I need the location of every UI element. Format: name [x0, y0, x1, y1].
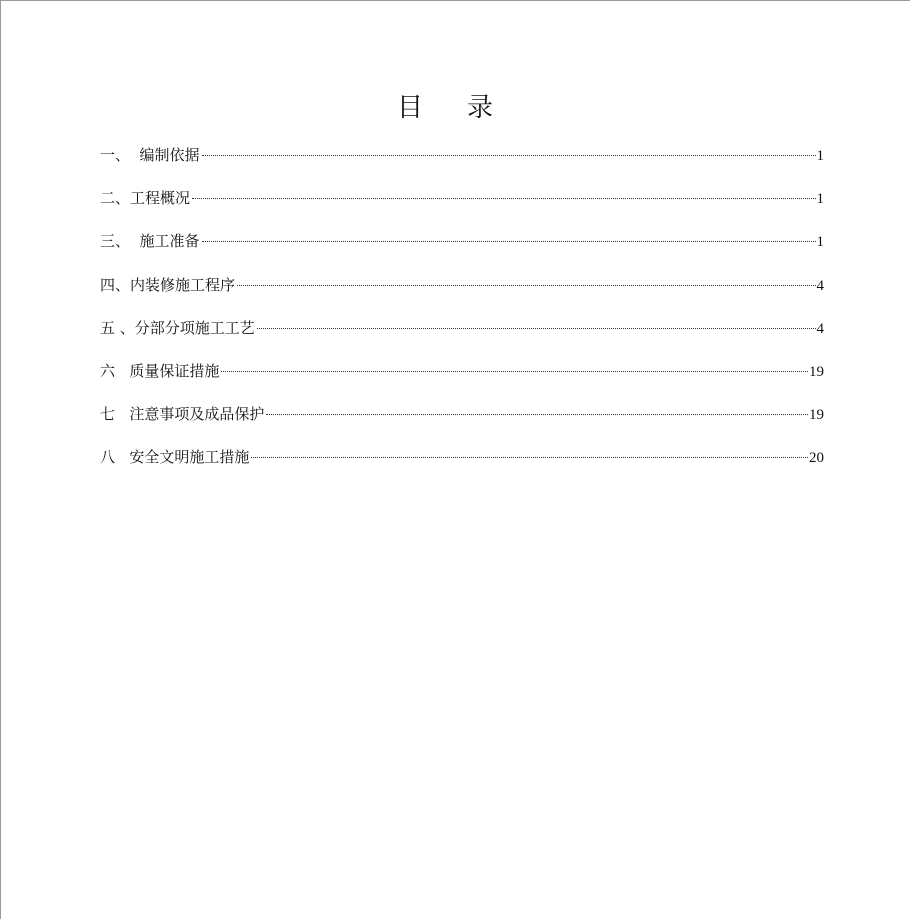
toc-page-number: 1 [816, 234, 824, 251]
toc-entry-label: 分部分项施工工艺 [134, 318, 255, 337]
toc-entry-label: 内装修施工程序 [130, 275, 236, 294]
toc-entry[interactable] [100, 184, 824, 227]
toc-entry[interactable] [100, 141, 824, 184]
toc-entry-number: 七 [100, 405, 130, 424]
toc-page-number: 1 [816, 191, 824, 208]
toc-page-number: 20 [809, 450, 824, 467]
toc-entry-number: 一、 [100, 146, 140, 164]
toc-dot-leader [251, 457, 808, 458]
toc-dot-leader [202, 155, 816, 156]
toc-entry[interactable] [100, 314, 824, 357]
toc-entry-number: 四、 [100, 275, 131, 294]
toc-dot-leader [257, 328, 816, 329]
toc-entry-number: 三、 [100, 232, 140, 251]
title-char-2: 录 [467, 93, 494, 123]
toc-entry[interactable] [100, 357, 824, 400]
toc-page-number: 4 [816, 320, 824, 337]
toc-entry-number: 二、 [100, 189, 131, 208]
toc-entry-label: 施工准备 [139, 232, 200, 251]
toc-page-number: 1 [816, 148, 824, 164]
table-of-contents [100, 141, 824, 487]
toc-entry[interactable] [100, 400, 824, 443]
toc-entry[interactable] [100, 271, 824, 314]
toc-entry-label: 工程概况 [130, 189, 191, 208]
title-char-1: 目 [396, 93, 423, 123]
toc-page-number: 19 [809, 363, 824, 380]
toc-entry[interactable] [100, 443, 824, 486]
toc-entry[interactable] [100, 227, 824, 270]
toc-dot-leader [221, 371, 808, 372]
toc-entry-number: 八 [100, 448, 130, 467]
toc-entry-number: 五 、 [100, 318, 135, 337]
toc-dot-leader [237, 285, 815, 286]
toc-dot-leader [202, 241, 816, 242]
toc-entry-label: 编制依据 [139, 146, 200, 164]
toc-dot-leader [192, 198, 815, 199]
toc-entry-label: 安全文明施工措施 [129, 448, 250, 467]
toc-entry-label: 质量保证措施 [129, 361, 220, 380]
page-title [1, 87, 889, 124]
toc-page-number: 19 [809, 407, 824, 424]
toc-page-number: 4 [816, 277, 824, 294]
toc-entry-label: 注意事项及成品保护 [129, 405, 265, 424]
toc-dot-leader [266, 414, 808, 415]
toc-entry-number: 六 [100, 361, 130, 380]
